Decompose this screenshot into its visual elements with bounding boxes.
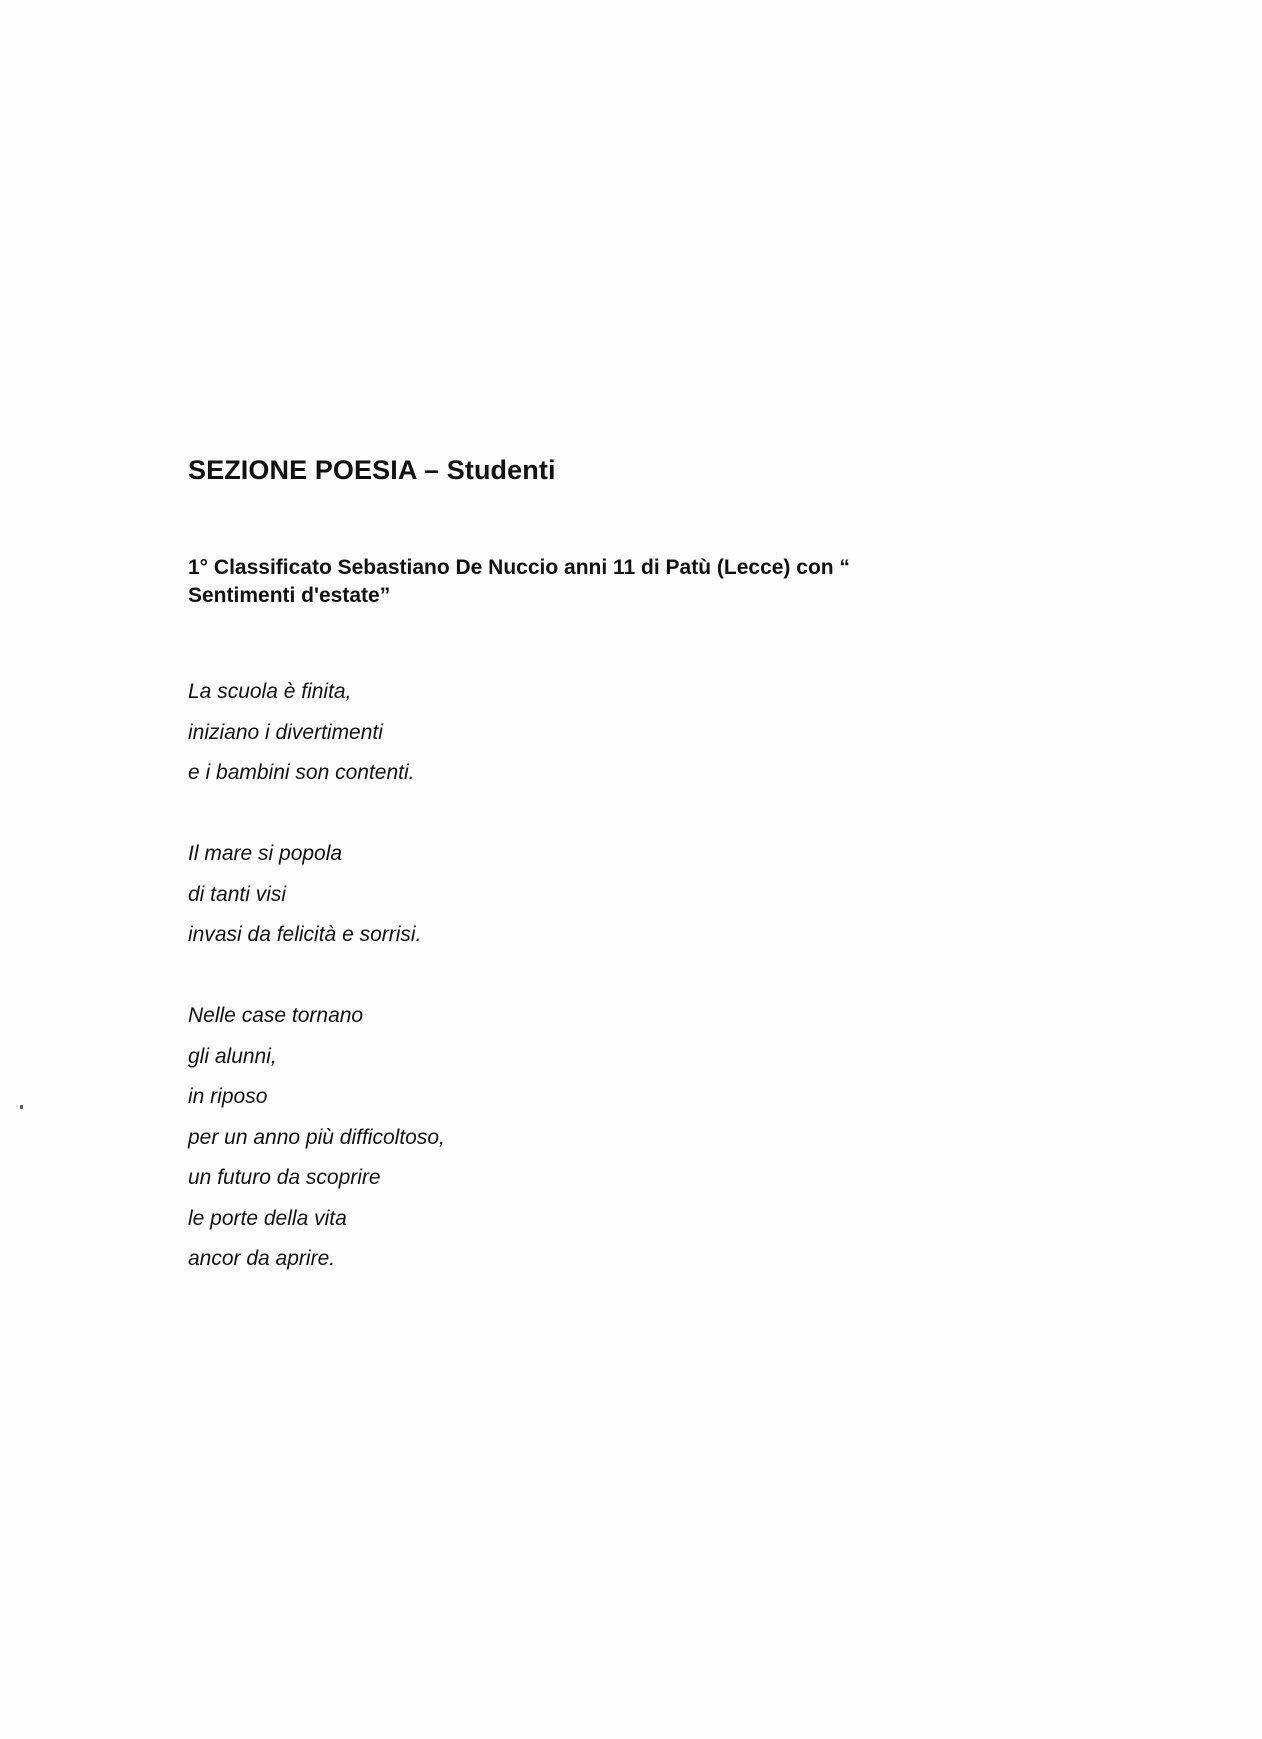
verse: invasi da felicità e sorrisi. [188, 923, 422, 946]
stanza-3 [188, 996, 445, 1280]
scan-speck [20, 1105, 23, 1109]
award-heading [188, 554, 948, 610]
verse: le porte della vita [188, 1206, 347, 1230]
verse: gli alunni, [188, 1044, 277, 1068]
verse: per un anno più difficoltoso, [188, 1125, 445, 1149]
stanza-2 [188, 834, 445, 956]
award-line: 1° Classificato Sebastiano De Nuccio anni 11 di Patù (Lecce) con “ [188, 556, 850, 579]
verse: Il mare si popola [188, 842, 343, 865]
stanza-1 [188, 672, 445, 794]
verse: un futuro da scoprire [188, 1166, 381, 1189]
award-line: Sentimenti d'estate” [188, 584, 391, 607]
poem [188, 672, 445, 1320]
verse: di tanti visi [188, 882, 287, 906]
verse: iniziano i divertimenti [188, 720, 383, 744]
section-title: SEZIONE POESIA – Studenti [188, 455, 556, 485]
verse: Nelle case tornano [188, 1004, 364, 1027]
verse: in riposo [188, 1085, 268, 1108]
verse: ancor da aprire. [188, 1247, 336, 1270]
verse: e i bambini son contenti. [188, 761, 415, 784]
verse: La scuola è finita, [188, 680, 352, 703]
